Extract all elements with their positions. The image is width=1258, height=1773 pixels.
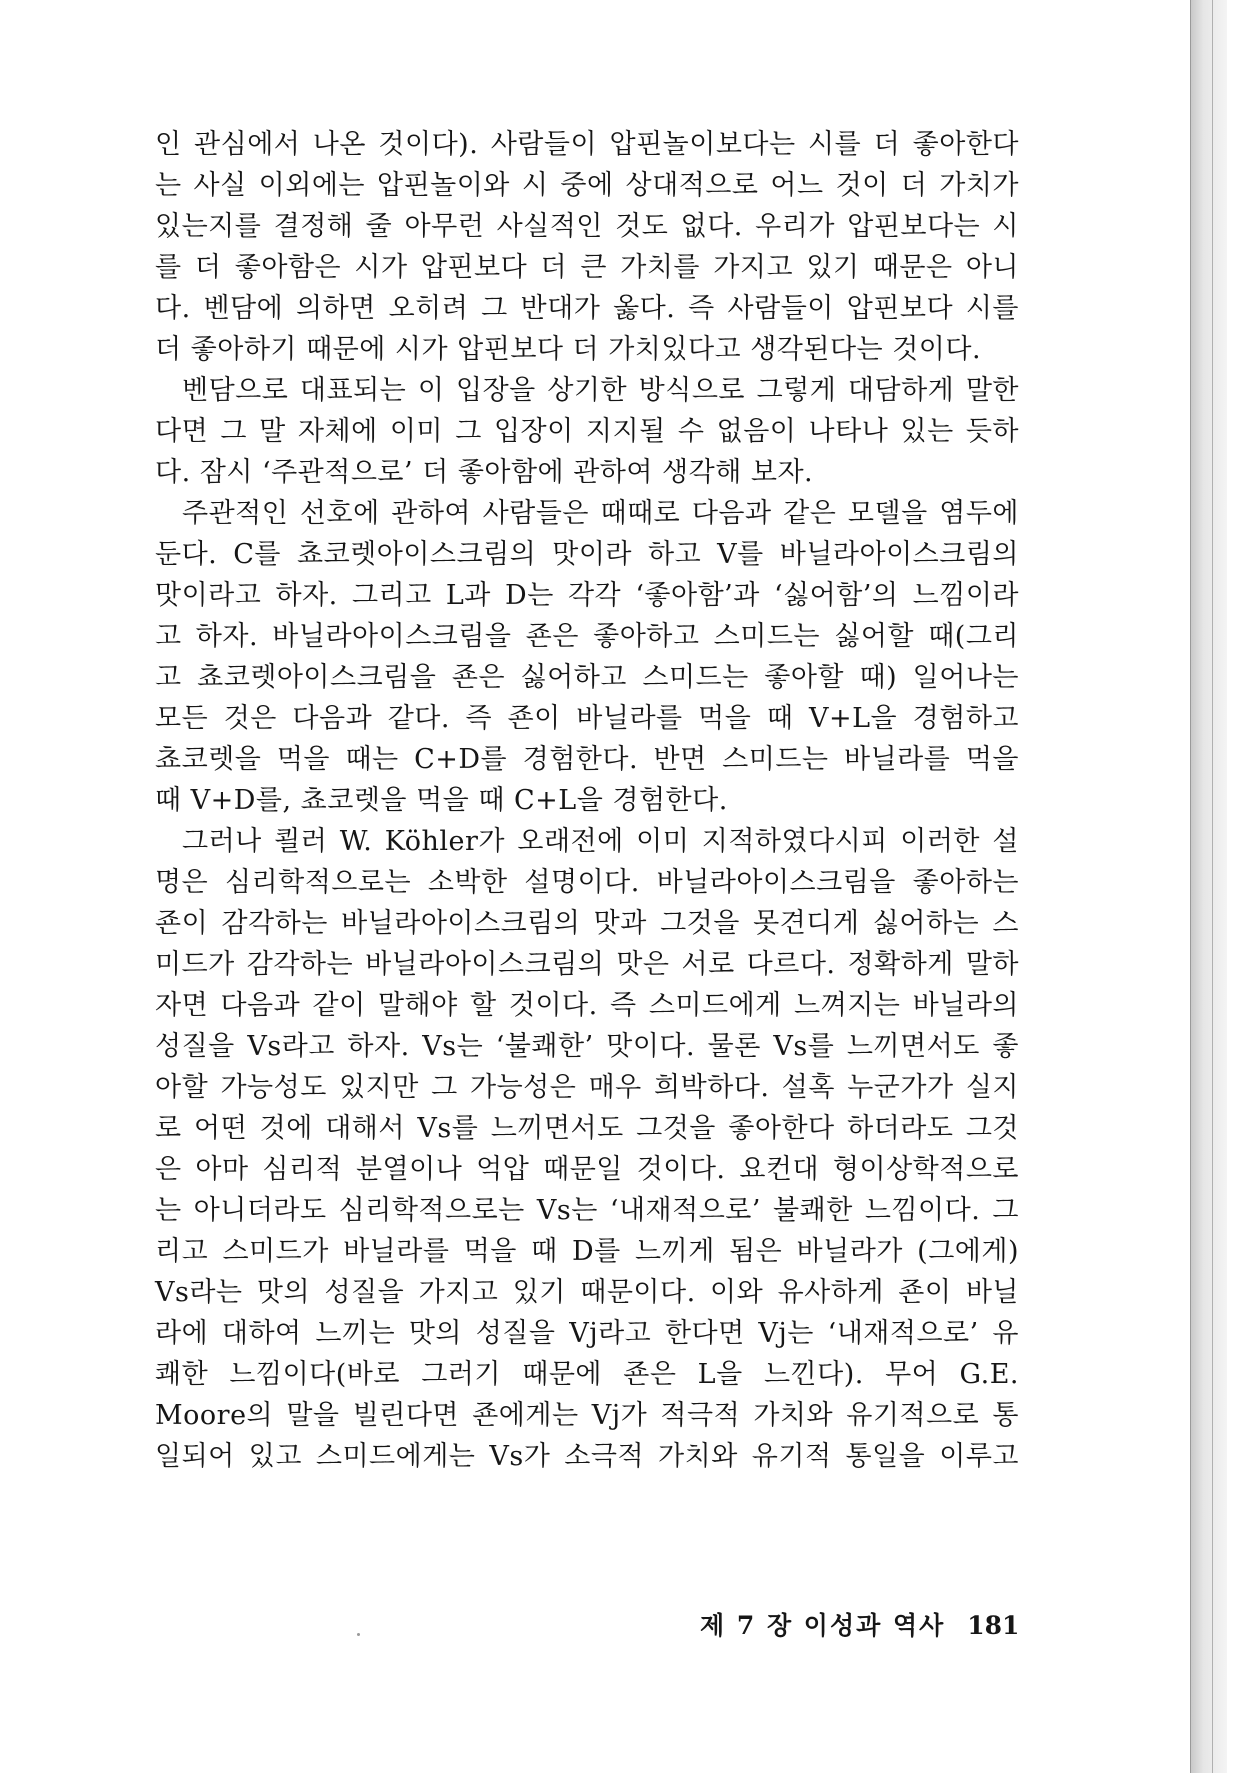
text-line: Moore의 말을 빌린다면 죤에게는 Vj가 적극적 가치와 유기적으로 통 (155, 1400, 1019, 1431)
text-line: 인 관심에서 나온 것이다). 사람들이 압핀놀이보다는 시를 더 좋아한다 (155, 129, 1019, 160)
text-line: 때 V+D를, 쵸코렛을 먹을 때 C+L을 경험한다. (155, 785, 728, 816)
text-line: 모든 것은 다음과 같다. 즉 죤이 바닐라를 먹을 때 V+L을 경험하고 (155, 703, 1019, 734)
paragraph-start-line: 그러나 쾰러 W. Köhler가 오래전에 이미 지적하였다시피 이러한 설 (182, 826, 1019, 857)
text-line: 일되어 있고 스미드에게는 Vs가 소극적 가치와 유기적 통일을 이루고 (155, 1441, 1019, 1472)
text-line: 고 쵸코렛아이스크림을 죤은 싫어하고 스미드는 좋아할 때) 일어나는 (155, 662, 1019, 693)
text-line: Vs라는 맛의 성질을 가지고 있기 때문이다. 이와 유사하게 죤이 바닐 (155, 1277, 1019, 1308)
scan-speck (357, 1633, 360, 1636)
text-line: 라에 대하여 느끼는 맛의 성질을 Vj라고 한다면 Vj는 ‘내재적으로’ 유 (155, 1318, 1019, 1349)
text-line: 쾌한 느낌이다(바로 그러기 때문에 죤은 L을 느낀다). 무어 G.E. (155, 1359, 1019, 1390)
text-line: 아할 가능성도 있지만 그 가능성은 매우 희박하다. 설혹 누군가가 실지 (155, 1072, 1019, 1103)
running-footer (700, 1606, 1020, 1642)
text-line: 다. 잠시 ‘주관적으로’ 더 좋아함에 관하여 생각해 보자. (155, 457, 814, 488)
text-line: 다. 벤담에 의하면 오히려 그 반대가 옳다. 즉 사람들이 압핀보다 시를 (155, 293, 1019, 324)
text-line: 로 어떤 것에 대해서 Vs를 느끼면서도 그것을 좋아한다 하더라도 그것 (155, 1113, 1019, 1144)
text-line: 성질을 Vs라고 하자. Vs는 ‘불쾌한’ 맛이다. 물론 Vs를 느끼면서도 좋 (155, 1031, 1019, 1062)
text-line: 맛이라고 하자. 그리고 L과 D는 각각 ‘좋아함’과 ‘싫어함’의 느낌이라 (155, 580, 1019, 611)
text-line: 는 아니더라도 심리학적으로는 Vs는 ‘내재적으로’ 불쾌한 느낌이다. 그 (155, 1195, 1019, 1226)
text-line: 쵸코렛을 먹을 때는 C+D를 경험한다. 반면 스미드는 바닐라를 먹을 (155, 744, 1019, 775)
text-line: 는 사실 이외에는 압핀놀이와 시 중에 상대적으로 어느 것이 더 가치가 (155, 170, 1019, 201)
text-line: 미드가 감각하는 바닐라아이스크림의 맛은 서로 다르다. 정확하게 말하 (155, 949, 1019, 980)
text-line: 죤이 감각하는 바닐라아이스크림의 맛과 그것을 못견디게 싫어하는 스 (155, 908, 1019, 939)
book-page-edge (1190, 0, 1227, 1773)
text-line: 명은 심리학적으로는 소박한 설명이다. 바닐라아이스크림을 좋아하는 (155, 867, 1019, 898)
text-line: 다면 그 말 자체에 이미 그 입장이 지지될 수 없음이 나타나 있는 듯하 (155, 416, 1019, 447)
text-line: 더 좋아하기 때문에 시가 압핀보다 더 가치있다고 생각된다는 것이다. (155, 334, 982, 365)
page-number: 181 (967, 1611, 1020, 1640)
paragraph-start-line: 주관적인 선호에 관하여 사람들은 때때로 다음과 같은 모델을 염두에 (182, 498, 1019, 529)
text-line: 고 하자. 바닐라아이스크림을 죤은 좋아하고 스미드는 싫어할 때(그리 (155, 621, 1019, 652)
chapter-title: 제 7 장 이성과 역사 (700, 1611, 946, 1640)
paragraph-start-line: 벤담으로 대표되는 이 입장을 상기한 방식으로 그렇게 대담하게 말한 (182, 375, 1019, 406)
text-line: 를 더 좋아함은 시가 압핀보다 더 큰 가치를 가지고 있기 때문은 아니 (155, 252, 1019, 283)
text-line: 둔다. C를 쵸코렛아이스크림의 맛이라 하고 V를 바닐라아이스크림의 (155, 539, 1019, 570)
text-line: 리고 스미드가 바닐라를 먹을 때 D를 느끼게 됨은 바닐라가 (그에게) (155, 1236, 1019, 1267)
page-edge-divider (1212, 0, 1213, 1773)
text-line: 은 아마 심리적 분열이나 억압 때문일 것이다. 요컨대 형이상학적으로 (155, 1154, 1019, 1185)
body-text (155, 124, 1019, 1477)
text-line: 있는지를 결정해 줄 아무런 사실적인 것도 없다. 우리가 압핀보다는 시 (155, 211, 1019, 242)
text-line: 자면 다음과 같이 말해야 할 것이다. 즉 스미드에게 느껴지는 바닐라의 (155, 990, 1019, 1021)
